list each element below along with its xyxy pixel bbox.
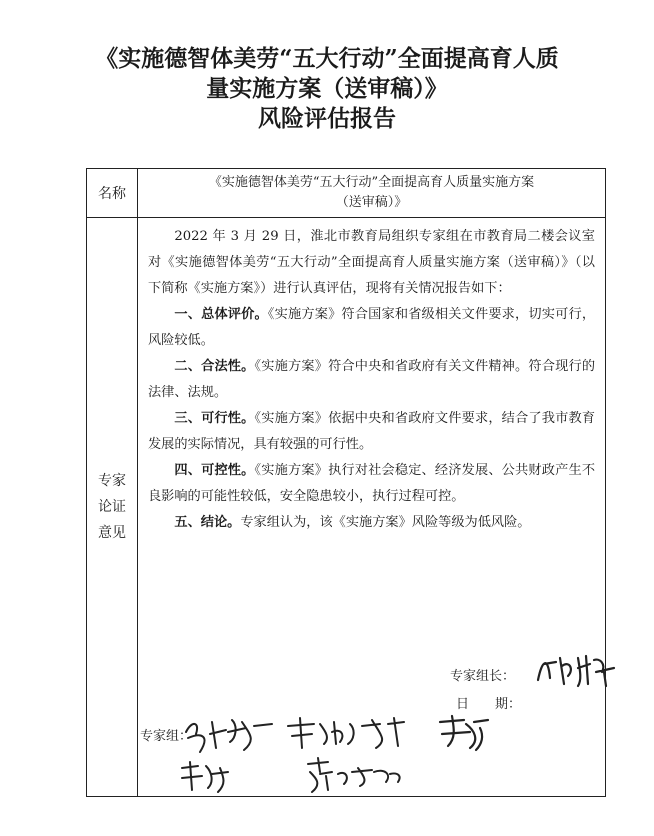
item-text-3: 《实施方案》依据中央和省政府文件要求，结合了我市教育发展的实际情况，具有较强的可行性。 — [148, 411, 595, 452]
opinion-label-line-3: 意见 — [98, 525, 126, 541]
item-heading-2: 二、合法性。 — [174, 359, 255, 374]
expert-signature-3 — [434, 712, 494, 756]
item-text-4: 《实施方案》执行对社会稳定、经济发展、公共财政产生不良影响的可能性较低，安全隐患较小，执行过程可控。 — [148, 463, 595, 504]
opinion-label-line-1: 专家 — [98, 473, 126, 489]
name-value-line-1: 《实施德智体美劳“五大行动”全面提高育人质量实施方案 — [208, 175, 535, 190]
item-heading-4: 四、可控性。 — [174, 463, 255, 478]
title-line-3: 风险评估报告 — [258, 105, 396, 132]
item-heading-3: 三、可行性。 — [174, 411, 255, 426]
item-heading-1: 一、总体评价。 — [174, 307, 268, 322]
leader-signature-image — [534, 650, 624, 690]
signature-area — [138, 218, 605, 796]
opinion-body — [138, 218, 606, 797]
name-value-line-2: （送审稿）》 — [335, 195, 408, 210]
expert-signature-1 — [182, 712, 282, 760]
date-label: 日 期： — [456, 697, 522, 712]
opinion-label-line-2: 论证 — [98, 499, 126, 515]
leader-label: 专家组长： — [449, 669, 515, 684]
intro-paragraph: 2022 年 3 月 29 日，淮北市教育局组织专家组在市教育局二楼会议室对《实施德智体美劳“五大行动”全面提高育人质量实施方案（送审稿）》（以下简称《实施方案》）进行认真评估，现将有关情况报告如下： — [148, 229, 595, 296]
group-label: 专家组： — [140, 729, 193, 744]
item-text-1: 《实施方案》符合国家和省级相关文件要求，切实可行，风险较低。 — [148, 307, 596, 348]
opinion-label — [87, 218, 138, 797]
expert-signature-2 — [284, 714, 414, 754]
name-value — [138, 169, 606, 218]
name-label: 名称 — [87, 169, 138, 218]
item-text-5: 专家组认为，该《实施方案》风险等级为低风险。 — [240, 515, 531, 530]
assessment-table — [86, 168, 606, 797]
item-text-2: 《实施方案》符合中央和省政府有关文件精神。符合现行的法律、法规。 — [148, 359, 595, 400]
expert-signature-4 — [178, 760, 238, 796]
item-heading-5: 五、结论。 — [174, 515, 241, 530]
expert-signature-5 — [302, 754, 412, 798]
document-title — [0, 44, 654, 134]
title-line-2: 量实施方案（送审稿）》 — [206, 75, 448, 102]
title-line-1: 《实施德智体美劳“五大行动”全面提高育人质 — [95, 45, 559, 72]
